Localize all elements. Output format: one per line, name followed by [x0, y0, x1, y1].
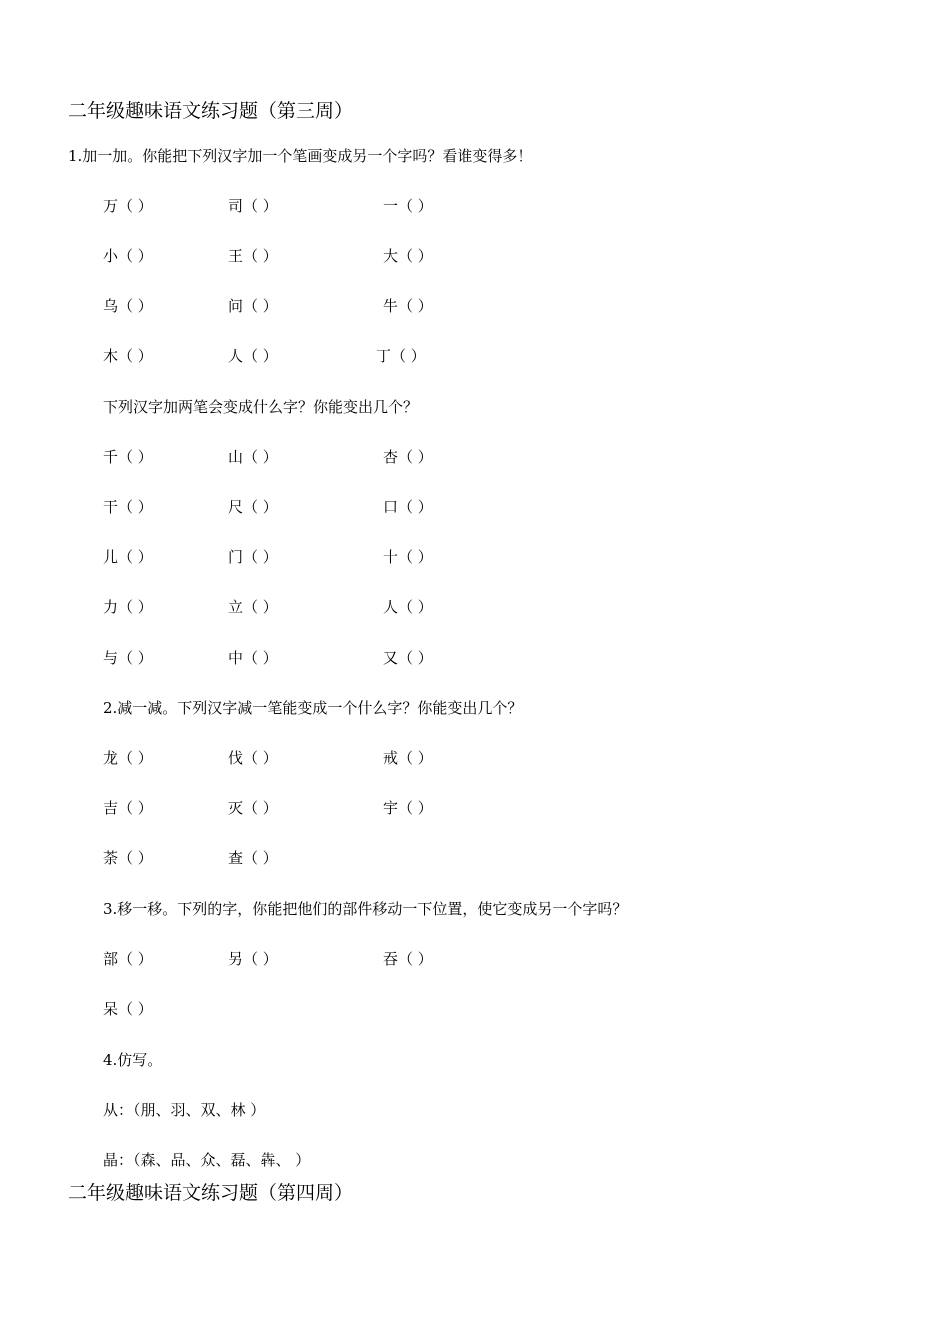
- q1-sub-item: 口（ ）: [383, 498, 433, 516]
- q1-sub-item: 人（ ）: [383, 598, 433, 616]
- q2-prompt: 2.减一减。下列汉字减一笔能变成一个什么字？你能变出几个？: [103, 699, 523, 717]
- q1-sub-item: 干（ ）: [103, 498, 153, 516]
- q1-sub-item: 力（ ）: [103, 598, 153, 616]
- q3-item: 呆（ ）: [103, 1000, 153, 1018]
- q2-item: 龙（ ）: [103, 749, 153, 767]
- q1-item: 万（ ）: [103, 197, 153, 215]
- q1-sub-item: 中（ ）: [228, 649, 278, 667]
- q1-sub-item: 杏（ ）: [383, 448, 433, 466]
- q1-sub-prompt: 下列汉字加两笔会变成什么字？你能变出几个？: [103, 398, 419, 416]
- q4-prompt: 4.仿写。: [103, 1051, 163, 1069]
- q1-item: 一（ ）: [383, 197, 433, 215]
- q3-prompt: 3.移一移。下列的字，你能把他们的部件移动一下位置，使它变成另一个字吗？: [103, 900, 628, 918]
- q4-line-jing: 晶：（森、品、众、磊、犇、 ）: [103, 1151, 311, 1169]
- q2-item: 荼（ ）: [103, 849, 153, 867]
- q1-item: 大（ ）: [383, 247, 433, 265]
- q3-item: 另（ ）: [228, 950, 278, 968]
- q1-prompt: 1.加一加。你能把下列汉字加一个笔画变成另一个字吗？看谁变得多！: [68, 147, 533, 165]
- q1-item: 司（ ）: [228, 197, 278, 215]
- q2-item: 戒（ ）: [383, 749, 433, 767]
- q2-item: 灭（ ）: [228, 799, 278, 817]
- q1-item: 木（ ）: [103, 347, 153, 365]
- q1-item: 人（ ）: [228, 347, 278, 365]
- week3-title: 二年级趣味语文练习题（第三周）: [68, 100, 354, 122]
- q1-item: 乌（ ）: [103, 297, 153, 315]
- q1-item: 牛（ ）: [383, 297, 433, 315]
- q1-item: 小（ ）: [103, 247, 153, 265]
- q1-item: 王（ ）: [228, 247, 278, 265]
- q2-item: 吉（ ）: [103, 799, 153, 817]
- q1-item: 问（ ）: [228, 297, 278, 315]
- week4-title: 二年级趣味语文练习题（第四周）: [68, 1182, 354, 1204]
- q2-item: 查（ ）: [228, 849, 278, 867]
- q1-sub-item: 儿（ ）: [103, 548, 153, 566]
- q1-sub-item: 十（ ）: [383, 548, 433, 566]
- q3-item: 部（ ）: [103, 950, 153, 968]
- q3-item: 吞（ ）: [383, 950, 433, 968]
- q1-sub-item: 尺（ ）: [228, 498, 278, 516]
- q1-sub-item: 又（ ）: [383, 649, 433, 667]
- q1-sub-item: 与（ ）: [103, 649, 153, 667]
- q1-sub-item: 立（ ）: [228, 598, 278, 616]
- q1-sub-item: 千（ ）: [103, 448, 153, 466]
- q1-item: 丁（ ）: [376, 347, 426, 365]
- q2-item: 伐（ ）: [228, 749, 278, 767]
- q2-item: 宇（ ）: [383, 799, 433, 817]
- q4-line-cong: 从：（朋、羽、双、林 ）: [103, 1101, 266, 1119]
- q1-sub-item: 门（ ）: [228, 548, 278, 566]
- q1-sub-item: 山（ ）: [228, 448, 278, 466]
